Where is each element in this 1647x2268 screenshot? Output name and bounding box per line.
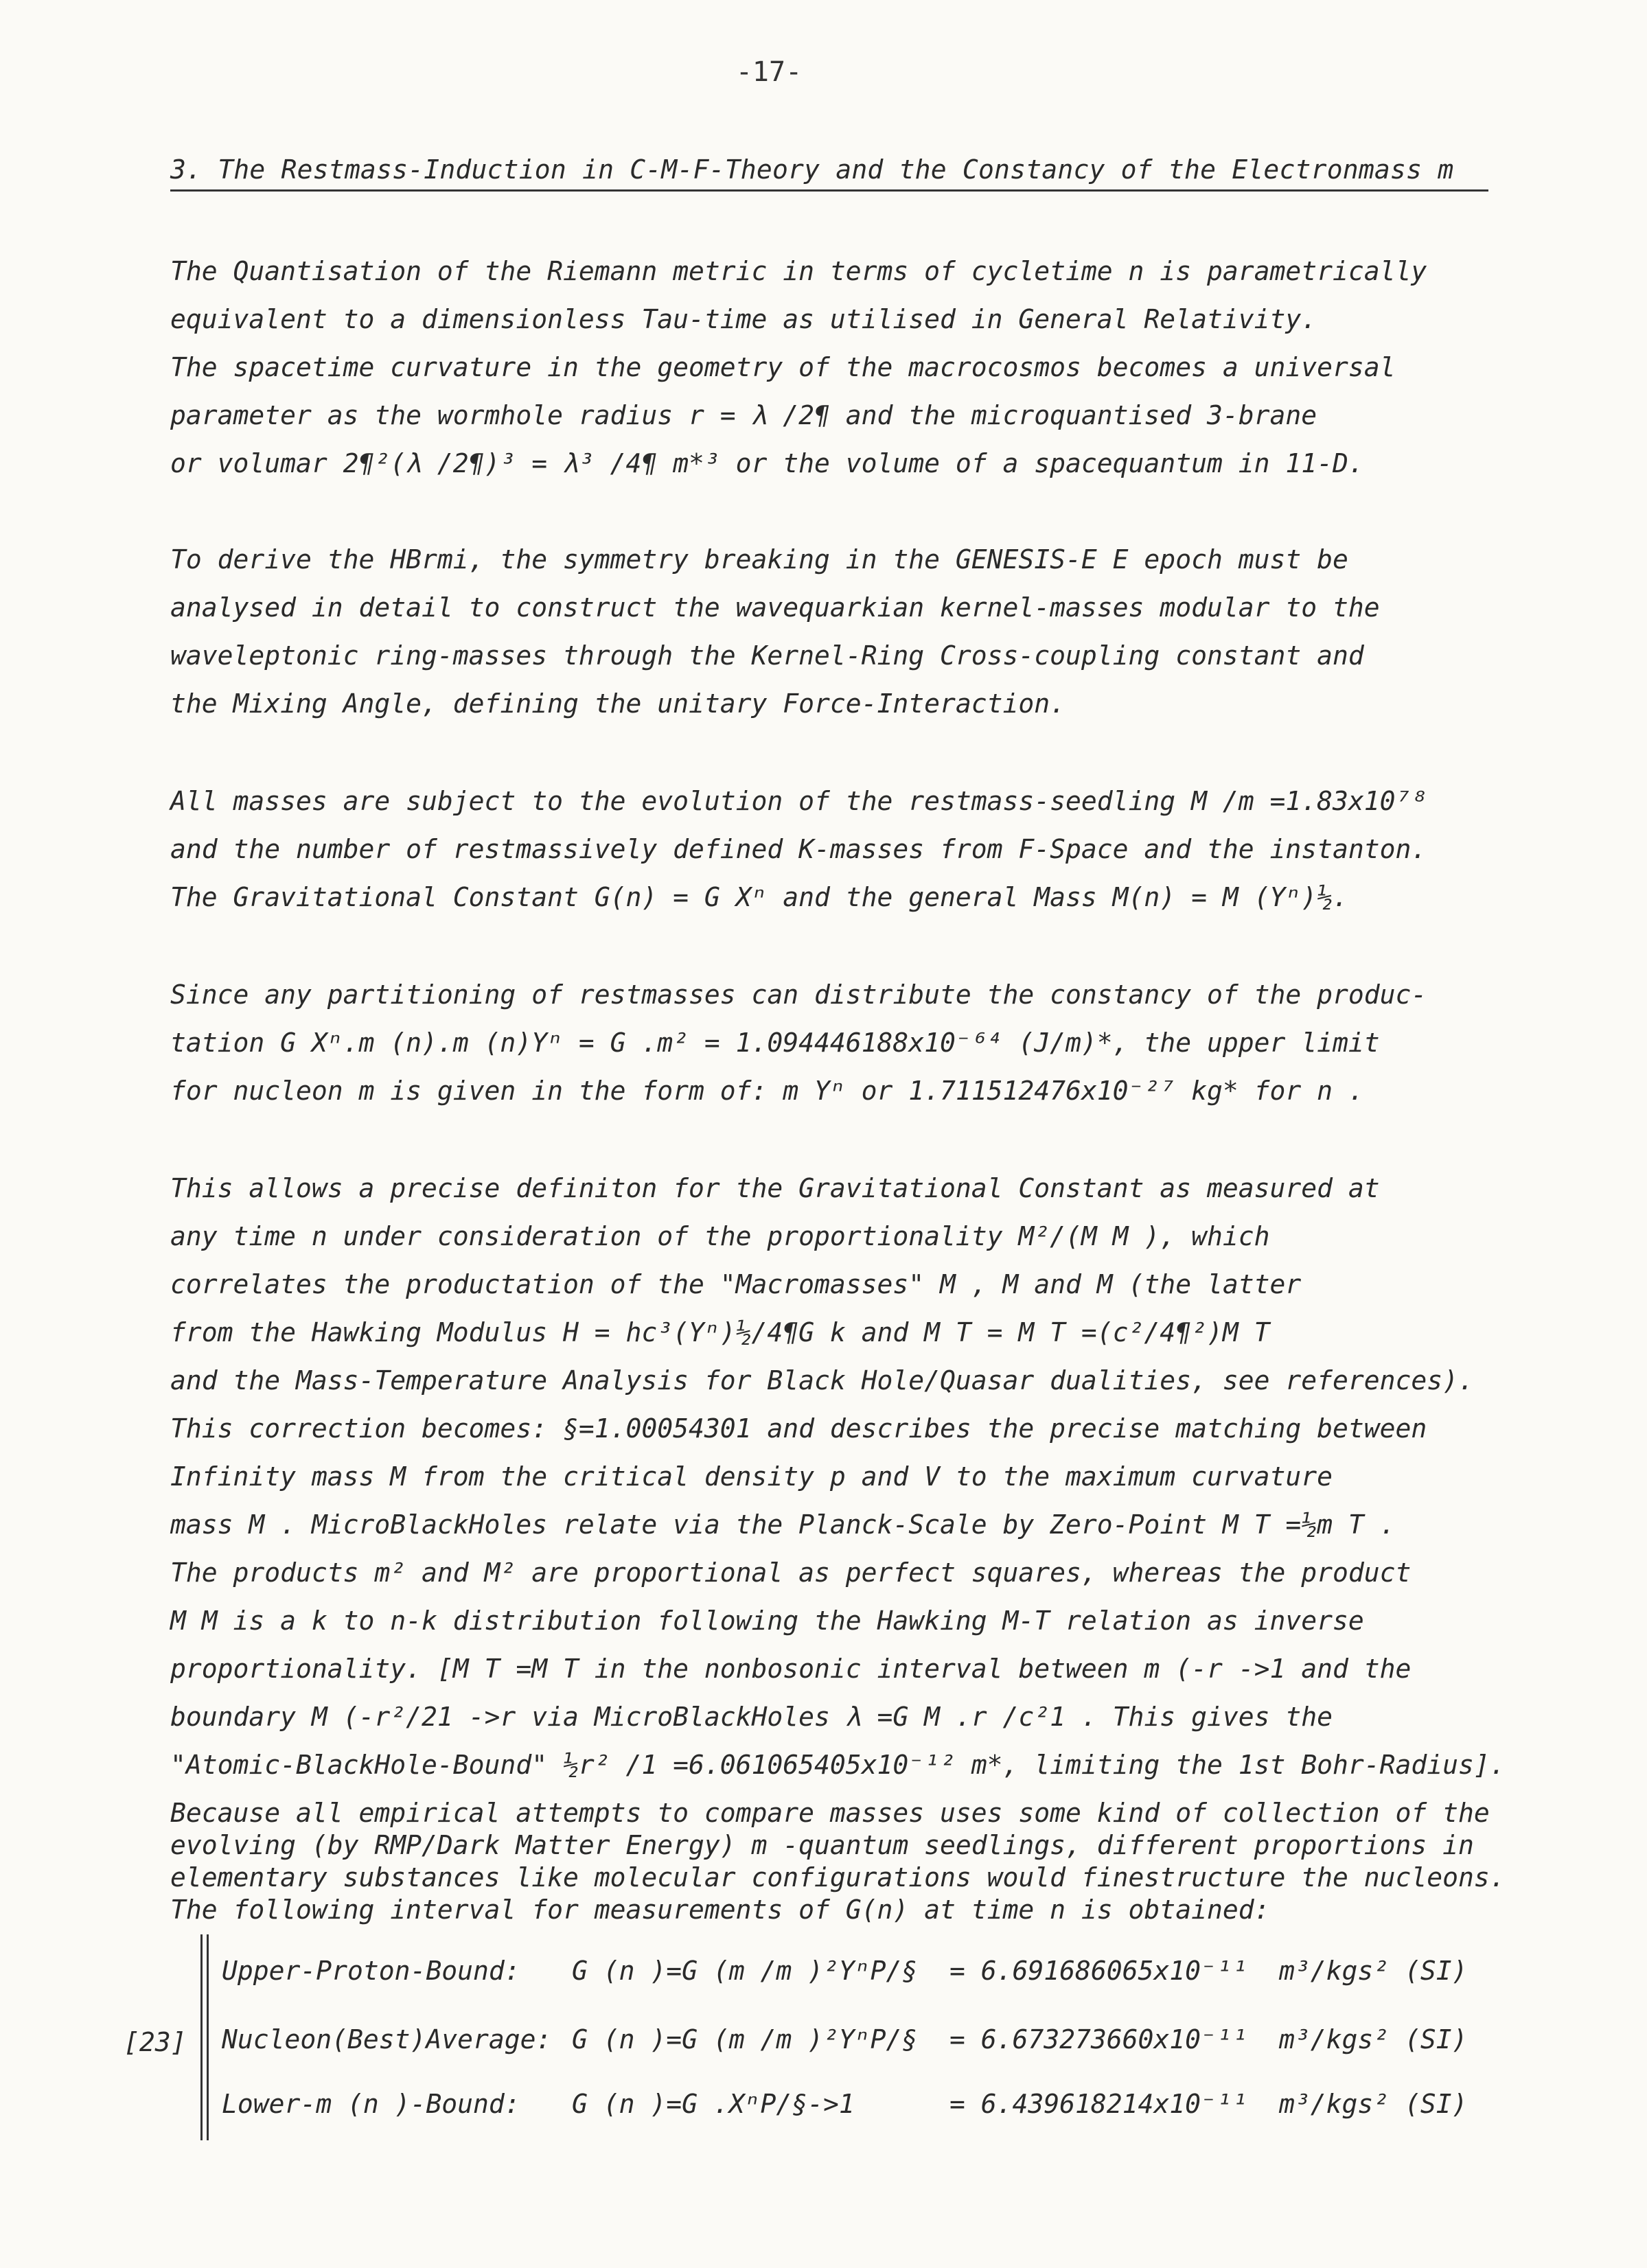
equation-label: Nucleon(Best)Average: xyxy=(222,2024,552,2055)
equation-value: = 6.673273660x10⁻¹¹ xyxy=(949,2024,1248,2055)
paragraph-quantisation: The Quantisation of the Riemann metric in terms of cycletime n is parametrically equivalent to a dimensionless Tau-time as utilised in General Relativity. The spacetime curvature in the geometry of the macrocosmos becomes a universal parameter as the wormhole radius r = λ /2¶ and the microquantised 3-brane or volumar 2¶²(λ /2¶)³ = λ³ /4¶ m*³ or the volume of a spacequantum in 11-D. xyxy=(170,256,1427,478)
equation-row xyxy=(222,2080,1526,2128)
equation-lhs: G (n )=G (m /m )²YⁿP/§ xyxy=(572,2024,918,2055)
equation-lhs: G (n )=G .XⁿP/§->1 xyxy=(572,2089,855,2119)
equation-value: = 6.439618214x10⁻¹¹ xyxy=(949,2089,1248,2119)
equation-value: = 6.691686065x10⁻¹¹ xyxy=(949,1956,1248,1986)
paragraph-masses: All masses are subject to the evolution of the restmass-seedling M /m =1.83x10⁷⁸ and the number of restmassively defined K-masses from F-Space and the instanton. The Gravitational Constant G(n) = G Xⁿ and the general Mass M(n) = M (Yⁿ)½. xyxy=(170,786,1427,912)
equation-label: Lower-m (n )-Bound: xyxy=(222,2089,520,2119)
equation-tag: [23] xyxy=(124,2027,187,2057)
equation-label: Upper-Proton-Bound: xyxy=(222,1956,520,1986)
paragraph-empirical: Because all empirical attempts to compare masses uses some kind of collection of the evolving (by RMP/Dark Matter Energy) m -quantum seedlings, different proportions in elementary substances like molecular configurations would finestructure the nucleons. The following interval for measurements of G(n) at time n is obtained: xyxy=(170,1798,1506,1925)
equation-row xyxy=(222,1947,1526,1995)
page-number: -17- xyxy=(735,56,803,88)
paragraph-definition: This allows a precise definiton for the Gravitational Constant as measured at any time n under consideration of the proportionality M²/(M M ), which correlates the productation of the "Macromasses" M , M and M (the latter from the Hawking Modulus H = hc³(Yⁿ)½/4¶G k and M T = M T =(c²/4¶²)M T and the Mass-Temperature Analysis for Black Hole/Quasar dualities, see references). This correction becomes: §=1.00054301 and describes the precise matching between Infinity mass M from the critical density p and V to the maximum curvature mass M . MicroBlackHoles relate via the Planck-Scale by Zero-Point M T =½m T . The products m² and M² are proportional as perfect squares, whereas the product M M is a k to n-k distribution following the Hawking M-T relation as inverse proportionality. [M T =M T in the nonbosonic interval between m (-r ->1 and the boundary M (-r²/21 ->r via MicroBlackHoles λ =G M .r /c²1 . This gives the "Atomic-BlackHole-Bound" ½r² /1 =6.061065405x10⁻¹² m*, limiting the 1st Bohr-Radius]. xyxy=(170,1173,1506,1780)
paragraph-partitioning: Since any partitioning of restmasses can distribute the constancy of the produc- tation G Xⁿ.m (n).m (n)Yⁿ = G .m² = 1.094446188x10⁻⁶⁴ (J/m)*, the upper limit for nucleon m is given in the form of: m Yⁿ or 1.711512476x10⁻²⁷ kg* for n . xyxy=(170,980,1427,1106)
equation-unit: m³/kgs² (SI) xyxy=(1279,1956,1468,1986)
equation-row xyxy=(222,2015,1526,2063)
equation-unit: m³/kgs² (SI) xyxy=(1279,2024,1468,2055)
equation-block xyxy=(200,1934,1534,2140)
equation-lhs: G (n )=G (m /m )²YⁿP/§ xyxy=(572,1956,918,1986)
section-heading: 3. The Restmass-Induction in C-M-F-Theory and the Constancy of the Electronmass m xyxy=(170,152,1488,192)
equation-unit: m³/kgs² (SI) xyxy=(1279,2089,1468,2119)
paragraph-hbrmi: To derive the HBrmi, the symmetry breaking in the GENESIS-E E epoch must be analysed in detail to construct the wavequarkian kernel-masses modular to the waveleptonic ring-masses through the Kernel-Ring Cross-coupling constant and the Mixing Angle, defining the unitary Force-Interaction. xyxy=(170,544,1380,719)
